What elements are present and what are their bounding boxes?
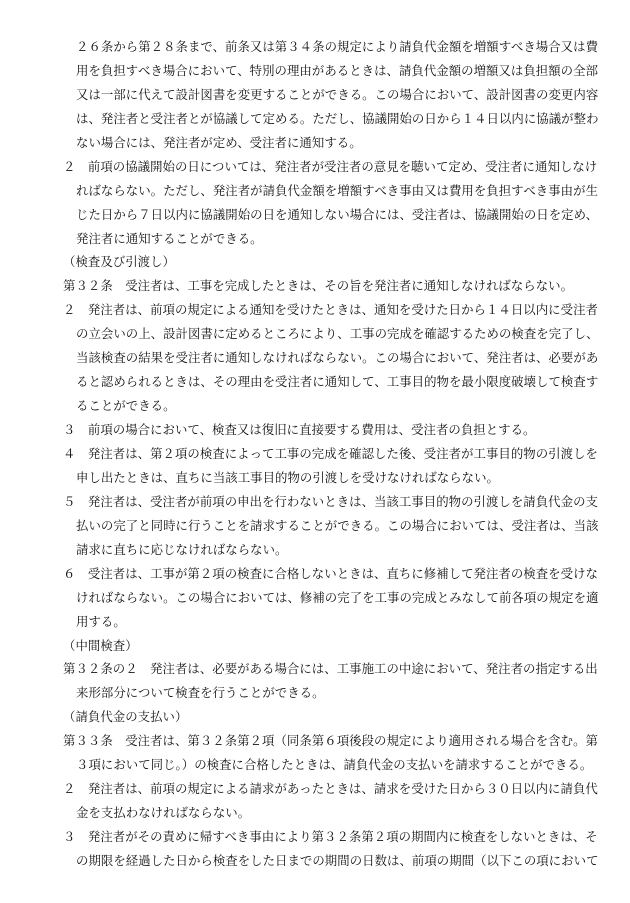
text-line: ３項において同じ。）の検査に合格したときは、請負代金の支払いを請求することができる。: [76, 757, 593, 772]
text-line: 当該検査の結果を受注者に通知しなければならない。この場合において、発注者は、必要があ: [76, 350, 599, 365]
text-line: 又は一部に代えて設計図書を変更することができる。この場合において、設計図書の変更内容: [76, 87, 599, 102]
text-line: 払いの完了と同時に行うことを請求することができる。この場合においては、受注者は、当該: [76, 518, 599, 533]
text-line: ３ 前項の場合において、検査又は復旧に直接要する費用は、受注者の負担とする。: [63, 422, 536, 437]
article-heading-line: 第３２条 受注者は、工事を完成したときは、その旨を発注者に通知しなければならない。: [63, 278, 574, 293]
text-line: ２ 発注者は、前項の規定による請求があったときは、請求を受けた日から３０日以内に請負代: [63, 781, 598, 796]
text-line: 来形部分について検査を行うことができる。: [76, 685, 325, 700]
text-line: ３ 発注者がその責めに帰すべき事由により第３２条第２項の期間内に検査をしないときは、そ: [63, 829, 598, 844]
text-line: ２６条から第２８条まで、前条又は第３４条の規定により請負代金額を増額すべき場合又は費: [76, 39, 599, 54]
text-line: ない場合には、発注者が定め、受注者に通知する。: [76, 135, 362, 150]
text-line: じた日から７日以内に協議開始の日を通知しない場合には、受注者は、協議開始の日を定め、: [76, 207, 599, 222]
text-line: 用する。: [76, 614, 126, 629]
text-line: 金を支払わなければならない。: [76, 805, 251, 820]
text-line: ければならない。この場合においては、修補の完了を工事の完成とみなして前各項の規定を適: [76, 590, 599, 605]
text-line: の期限を経過した日から検査をした日までの期間の日数は、前項の期間（以下この項において: [76, 853, 599, 868]
text-line: 用を負担すべき場合において、特別の理由があるときは、請負代金額の増額又は負担額の全部: [76, 63, 599, 78]
text-line: ると認められるときは、その理由を受注者に通知して、工事目的物を最小限度破壊して検査す: [76, 374, 599, 389]
section-heading: （検査及び引渡し）: [63, 254, 175, 269]
text-line: 申し出たときは、直ちに当該工事目的物の引渡しを受けなければならない。: [76, 470, 499, 485]
text-line: ればならない。ただし、発注者が請負代金額を増額すべき事由又は費用を負担すべき事由が生: [76, 183, 599, 198]
text-line: ５ 発注者は、受注者が前項の申出を行わないときは、当該工事目的物の引渡しを請負代金の支: [63, 494, 598, 509]
text-line: は、発注者と受注者とが協議して定める。ただし、協議開始の日から１４日以内に協議が整わ: [76, 111, 599, 126]
text-line: ２ 前項の協議開始の日については、発注者が受注者の意見を聴いて定め、受注者に通知しなけ: [63, 159, 598, 174]
text-line: ４ 発注者は、第２項の検査によって工事の完成を確認した後、受注者が工事目的物の引渡しを: [63, 446, 598, 461]
text-line: ６ 受注者は、工事が第２項の検査に合格しないときは、直ちに修補して発注者の検査を受けな: [63, 566, 598, 581]
article-heading-line: 第３２条の２ 発注者は、必要がある場合には、工事施工の中途において、発注者の指定する出: [63, 661, 598, 676]
section-heading: （請負代金の支払い）: [63, 709, 188, 724]
section-heading: （中間検査）: [63, 638, 138, 653]
article-heading-line: 第３３条 受注者は、第３２条第２項（同条第６項後段の規定により適用される場合を含む。第: [63, 733, 598, 748]
text-line: ２ 発注者は、前項の規定による通知を受けたときは、通知を受けた日から１４日以内に受注者: [63, 302, 598, 317]
text-line: の立会いの上、設計図書に定めるところにより、工事の完成を確認するための検査を完了し、: [76, 326, 599, 341]
text-line: ることができる。: [76, 398, 176, 413]
text-line: 発注者に通知することができる。: [76, 231, 263, 246]
text-line: 請求に直ちに応じなければならない。: [76, 542, 288, 557]
